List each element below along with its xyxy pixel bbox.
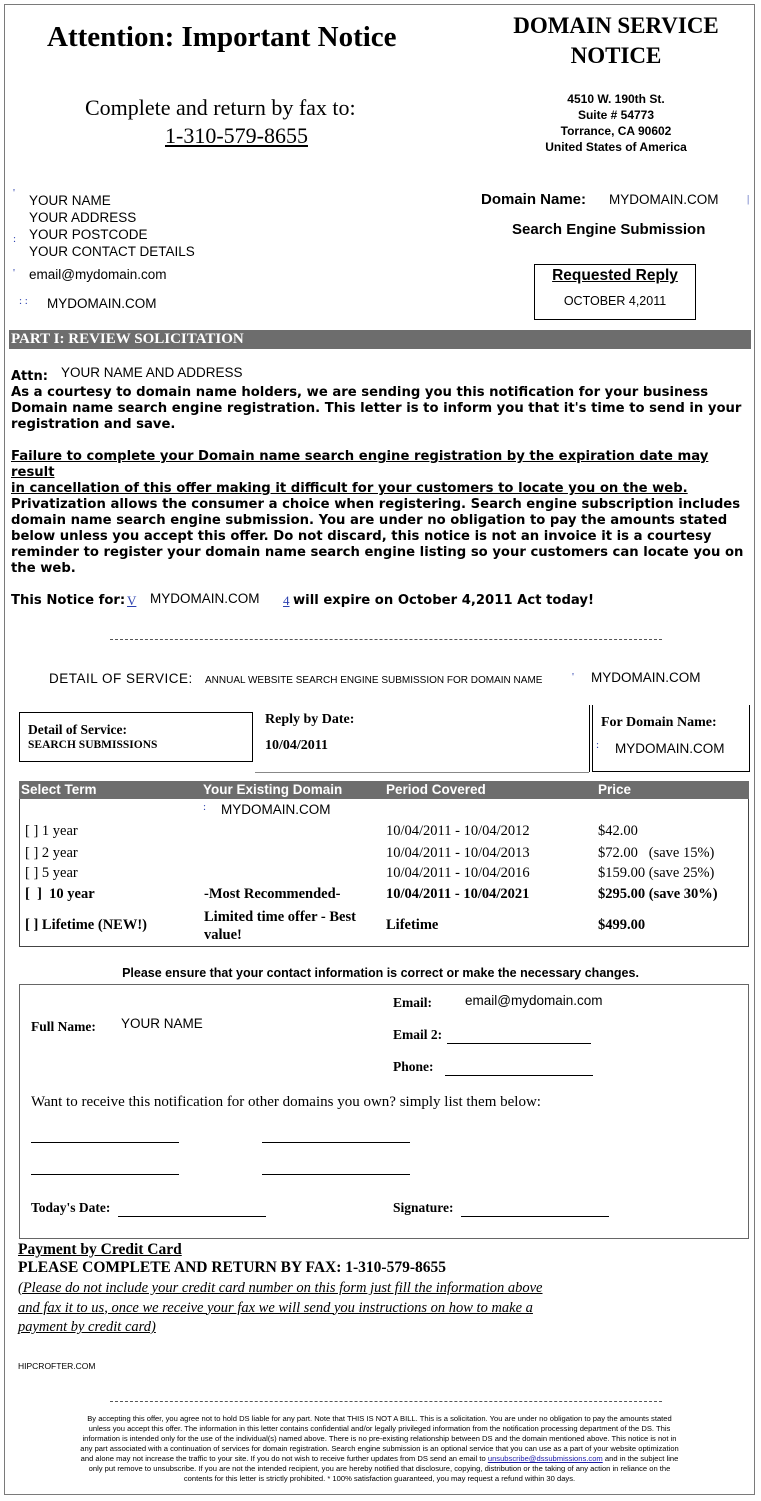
text-line: and fax it to us, once we receive your fax we will send you instructions on how to make a	[18, 1299, 533, 1316]
fax-prompt: Complete and return by fax to:	[85, 95, 356, 120]
price-cell: $499.00	[598, 917, 646, 933]
notice-title-line1: DOMAIN SERVICE	[513, 13, 719, 38]
attn-value: YOUR NAME AND ADDRESS	[61, 365, 243, 380]
contact-intro: Please ensure that your contact information is correct or make the necessary changes.	[122, 966, 639, 980]
term-option[interactable]: [ ] 2 year	[25, 845, 78, 861]
requested-reply-date: OCTOBER 4,2011	[563, 294, 667, 308]
detail-label: DETAIL OF SERVICE:	[49, 671, 193, 686]
other-domain-field[interactable]	[262, 1174, 410, 1175]
term-option[interactable]: [ ] 1 year	[25, 823, 78, 839]
notice-title	[501, 11, 731, 71]
address-line: Suite # 54773	[577, 108, 655, 122]
signature-label: Signature:	[393, 1200, 454, 1215]
other-domain-field[interactable]	[262, 1142, 410, 1143]
term-option[interactable]: [ ] Lifetime (NEW!)	[25, 917, 147, 933]
field-marker-icon: :	[203, 801, 207, 813]
section-heading-part1: PART I: REVIEW SOLICITATION	[9, 330, 751, 349]
detail-domain: MYDOMAIN.COM	[591, 670, 701, 685]
page-title: Attention: Important Notice	[47, 21, 397, 53]
payment-note	[18, 1279, 543, 1338]
email2-label: Email 2:	[393, 1027, 443, 1042]
email-label: Email:	[393, 995, 432, 1010]
text-line: Failure to complete your Domain name search engine registration by the expiration date may result	[11, 449, 709, 480]
existing-domain: MYDOMAIN.COM	[221, 802, 331, 817]
text-line: information is intended only for the use of the individual(s) named above. There is no pre-existing relationship between DS and the domain mentioned above. This notice is not in	[82, 1434, 677, 1443]
field-marker-icon: V	[127, 593, 137, 608]
period-cell: 10/04/2011 - 10/04/2013	[386, 845, 530, 861]
recipient-address: YOUR ADDRESS	[29, 210, 137, 225]
recipient-contact: YOUR CONTACT DETAILS	[29, 244, 195, 259]
signature-field[interactable]	[461, 1216, 609, 1217]
term-option[interactable]: [ ] 5 year	[25, 865, 78, 881]
detail-service-box	[19, 712, 253, 762]
text-segment: and in the subject line	[604, 1454, 679, 1463]
pricing-header-row	[19, 781, 749, 799]
text-line: domain name search engine submission. You are under no obligation to pay the amounts stated	[11, 513, 728, 528]
text-line: reminder to register your domain name search engine listing so your customers can locate you on	[11, 545, 744, 560]
text-line: As a courtesy to domain name holders, we are sending you this notification for your business	[11, 385, 709, 400]
sender-address	[521, 91, 711, 155]
fullname-field[interactable]: YOUR NAME	[121, 1016, 203, 1031]
field-marker-icon: :	[596, 739, 600, 751]
notice-title-line2: NOTICE	[570, 43, 662, 68]
text-line: contents for this letter is strictly prohibited. * 100% satisfaction guaranteed, you may request a refund within 30 days.	[183, 1474, 576, 1483]
other-domain-field[interactable]	[31, 1174, 179, 1175]
date-field[interactable]	[118, 1216, 266, 1217]
requested-reply-box	[534, 264, 696, 320]
for-domain-box	[592, 705, 750, 772]
paragraph-courtesy	[11, 385, 746, 433]
for-domain-value: MYDOMAIN.COM	[615, 741, 725, 756]
field-marker-icon: |	[747, 193, 750, 205]
text-line: payment by credit card)	[18, 1319, 156, 1335]
address-line: 4510 W. 190th St.	[567, 92, 665, 106]
col-header-term: Select Term	[21, 782, 97, 797]
table-row[interactable]	[25, 845, 745, 866]
fullname-label: Full Name:	[31, 1019, 96, 1034]
detail-service-value: SEARCH SUBMISSIONS	[28, 739, 158, 751]
term-option[interactable]: [ ] 10 year	[25, 886, 95, 902]
reply-by-value: 10/04/2011	[265, 738, 329, 753]
field-marker-icon: :	[13, 233, 17, 245]
text-line: Privatization allows the consumer a choice when registering. Search engine subscription includes	[11, 497, 741, 512]
period-cell: 10/04/2011 - 10/04/2021	[386, 886, 530, 902]
field-marker-icon: '	[13, 267, 15, 279]
fax-number: 1-310-579-8655	[165, 123, 308, 148]
notice-expire-text: will expire on October 4,2011 Act today!	[293, 593, 595, 608]
domain-name-value: MYDOMAIN.COM	[609, 192, 719, 207]
text-line: in cancellation of this offer making it difficult for your customers to locate you on the web.	[11, 481, 688, 496]
phone-field[interactable]	[445, 1075, 593, 1076]
text-line: the web.	[11, 561, 76, 576]
dashed-divider	[110, 1401, 662, 1402]
detail-divider	[255, 772, 589, 773]
table-row[interactable]	[25, 823, 745, 844]
text-line	[9, 1454, 750, 1464]
note-cell: Limited time offer - Best value!	[204, 909, 356, 943]
table-row[interactable]	[25, 865, 745, 886]
requested-reply-label: Requested Reply	[552, 267, 678, 284]
recipient-domain: MYDOMAIN.COM	[47, 296, 157, 311]
other-domain-field[interactable]	[31, 1142, 179, 1143]
payment-heading: Payment by Credit Card	[18, 1241, 182, 1258]
text-line: only put remove to unsubscribe. If you are not the intended recipient, you are hereby notified that disclosure, copying, distribution or the taking of any action in reliance on the	[88, 1464, 671, 1473]
text-line: below unless you accept this offer. Do not discard, this notice is not an invoice it is a courtesy	[11, 529, 712, 544]
text-segment: and alone may not increase the traffic to your site. If you do not wish to receive further updates from DS send an email to	[80, 1454, 486, 1463]
col-header-domain: Your Existing Domain	[203, 782, 343, 797]
field-marker-icon: : :	[19, 295, 28, 307]
notice-page	[4, 4, 755, 1495]
field-marker-icon: '	[13, 187, 15, 199]
payment-instruction: PLEASE COMPLETE AND RETURN BY FAX: 1-310-579-8655	[18, 1259, 446, 1276]
detail-description: ANNUAL WEBSITE SEARCH ENGINE SUBMISSION FOR DOMAIN NAME	[205, 675, 543, 686]
period-cell: 10/04/2011 - 10/04/2016	[386, 865, 530, 881]
detail-service-label: Detail of Service:	[28, 722, 127, 737]
text-line: unless you accept this offer. The information in this letter contains confidential and/or legally privileged information from the notification processing department of the DS. This	[88, 1424, 671, 1433]
recipient-name: YOUR NAME	[29, 193, 111, 208]
text-line: registration and save.	[11, 417, 176, 432]
price-cell: $42.00	[598, 823, 638, 839]
notice-for-label: This Notice for:	[11, 593, 126, 608]
col-header-period: Period Covered	[386, 782, 486, 797]
domain-name-label: Domain Name:	[481, 191, 587, 208]
price-cell: $295.00 (save 30%)	[598, 886, 718, 902]
address-line: United States of America	[545, 140, 687, 154]
other-domains-prompt: Want to receive this notification for other domains you own? simply list them below:	[31, 1094, 541, 1110]
phone-label: Phone:	[393, 1059, 434, 1074]
note-cell: -Most Recommended-	[204, 886, 341, 902]
period-cell: 10/04/2011 - 10/04/2012	[386, 823, 530, 839]
detail-divider	[589, 705, 590, 772]
unsubscribe-link[interactable]: unsubscribe@dssubmissions.com	[487, 1454, 603, 1463]
table-row[interactable]	[25, 907, 745, 945]
notice-domain: MYDOMAIN.COM	[150, 591, 260, 606]
field-marker-icon: '	[572, 671, 574, 683]
paragraph-warning	[11, 449, 746, 497]
for-domain-label: For Domain Name:	[601, 715, 717, 730]
dashed-divider	[110, 639, 662, 640]
recipient-email: email@mydomain.com	[29, 267, 167, 282]
fine-print	[9, 1414, 750, 1484]
field-marker-icon: 4	[283, 593, 290, 608]
period-cell: Lifetime	[386, 917, 439, 933]
date-label: Today's Date:	[31, 1200, 111, 1215]
col-header-price: Price	[598, 782, 632, 797]
text-line: By accepting this offer, you agree not to hold DS liable for any part. Note that THIS IS NOT A BILL. This is a solicitation. You are under no obligation to pay the amounts stated	[87, 1414, 672, 1423]
attn-label: Attn:	[11, 369, 48, 384]
email2-field[interactable]	[447, 1043, 591, 1044]
price-cell: $159.00 (save 25%)	[598, 865, 715, 881]
recipient-block	[29, 192, 195, 260]
address-line: Torrance, CA 90602	[560, 124, 672, 138]
table-row[interactable]	[25, 886, 745, 907]
price-cell: $72.00 (save 15%)	[598, 845, 715, 861]
service-name: Search Engine Submission	[512, 221, 706, 238]
email-field[interactable]: email@mydomain.com	[465, 993, 603, 1008]
text-line: Domain name search engine registration. This letter is to inform you that it's time to send in your	[11, 401, 742, 416]
reply-by-label: Reply by Date:	[265, 712, 355, 727]
company-name: HIPCROFTER.COM	[18, 1361, 96, 1371]
paragraph-privatization	[11, 497, 746, 577]
text-line: any part associated with a continuation of services for domain registration. Search engine submission is an optional service that you can use as a part of your website optimization	[80, 1444, 679, 1453]
text-line: (Please do not include your credit card number on this form just fill the information above	[18, 1280, 543, 1296]
recipient-postcode: YOUR POSTCODE	[29, 227, 148, 242]
